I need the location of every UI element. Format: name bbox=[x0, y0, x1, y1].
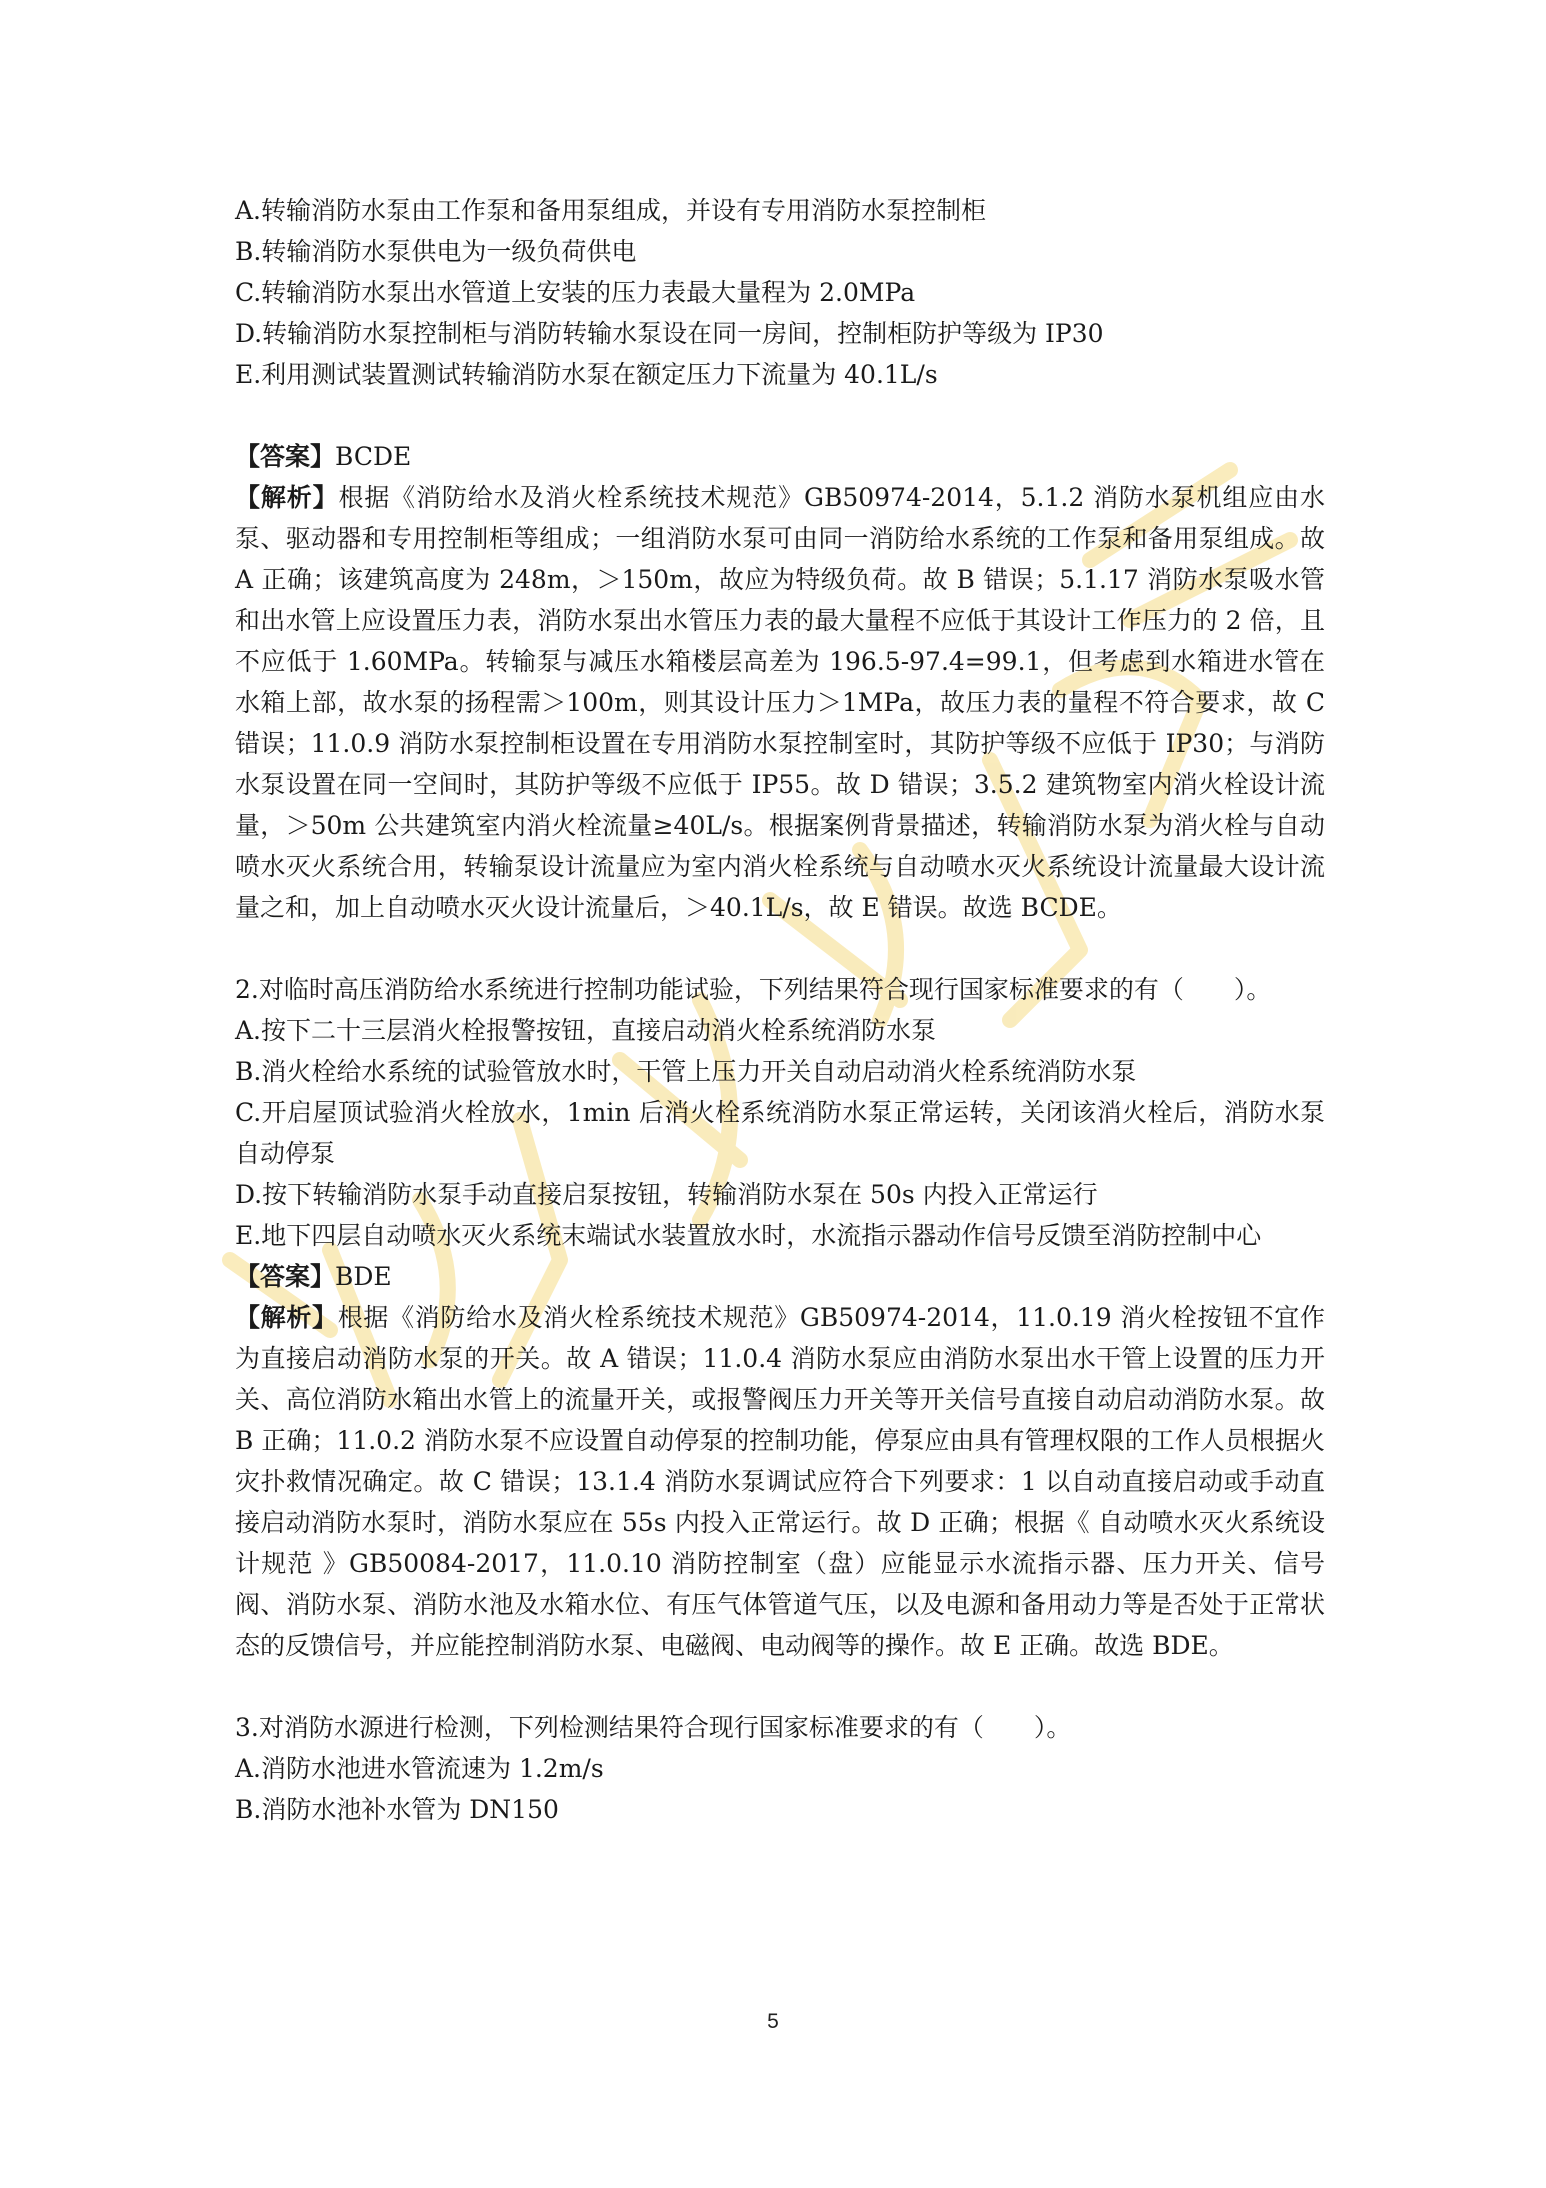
q2-question: 2.对临时高压消防给水系统进行控制功能试验，下列结果符合现行国家标准要求的有（ ）。 bbox=[235, 975, 1272, 1004]
q2-answer bbox=[235, 1256, 1325, 1297]
q2-option-d: D.按下转输消防水泵手动直接启泵按钮，转输消防水泵在 50s 内投入正常运行 bbox=[235, 1180, 1098, 1209]
q2-option-e: E.地下四层自动喷水灭火系统末端试水装置放水时，水流指示器动作信号反馈至消防控制中心 bbox=[235, 1221, 1262, 1250]
q2-option-c: C.开启屋顶试验消火栓放水，1min 后消火栓系统消防水泵正常运转，关闭该消火栓后，消防水泵自动停泵 bbox=[235, 1098, 1325, 1168]
analysis-text: 根据《消防给水及消火栓系统技术规范》GB50974-2014，11.0.19 消火栓按钮不宜作为直接启动消防水泵的开关。故 A 错误；11.0.4 消防水泵应由消防水泵出水干管上设置的压力开关、高位消防水箱出水管上的流量开关，或报警阀压力开关等开关信号直接自动启动消防水泵。故 B 正确；11.0.2 消防水泵不应设置自动停泵的控制功能，停泵应由具有管理权限的工作人员根据火灾扑救情况确定。故 C 错误；13.1.4 消防水泵调试应符合下列要求：1 以自动直接启动或手动直接启动消防水泵时，消防水泵应在 55s 内投入正常运行。故 D 正确；根据《 自动喷水灭火系统设计规范 》GB50084-2017，11.0.10 消防控制室（盘）应能显示水流指示器、压力开关、信号阀、消防水泵、消防水池及水箱水位、有压气体管道气压，以及电源和备用动力等是否处于正常状态的反馈信号，并应能控制消防水泵、电磁阀、电动阀等的操作。故 E 正确。故选 BDE。 bbox=[235, 1303, 1325, 1660]
spacer bbox=[235, 928, 1325, 969]
q3-option-b: B.消防水池补水管为 DN150 bbox=[235, 1795, 559, 1824]
q1-option-d: D.转输消防水泵控制柜与消防转输水泵设在同一房间，控制柜防护等级为 IP30 bbox=[235, 319, 1104, 348]
analysis-label: 【解析】 bbox=[235, 483, 339, 512]
q1-analysis bbox=[235, 477, 1325, 928]
q3-option-a: A.消防水池进水管流速为 1.2m/s bbox=[235, 1754, 604, 1783]
q2-option-b: B.消火栓给水系统的试验管放水时，干管上压力开关自动启动消火栓系统消防水泵 bbox=[235, 1057, 1137, 1086]
analysis-label: 【解析】 bbox=[235, 1303, 338, 1332]
q1-option-c: C.转输消防水泵出水管道上安装的压力表最大量程为 2.0MPa bbox=[235, 278, 916, 307]
spacer bbox=[235, 1666, 1325, 1707]
answer-value: BCDE bbox=[335, 442, 412, 471]
q1-option-b: B.转输消防水泵供电为一级负荷供电 bbox=[235, 237, 637, 266]
answer-label: 【答案】 bbox=[235, 442, 336, 471]
q3-question: 3.对消防水源进行检测，下列检测结果符合现行国家标准要求的有（ ）。 bbox=[235, 1713, 1072, 1742]
answer-label: 【答案】 bbox=[235, 1262, 336, 1291]
answer-value: BDE bbox=[335, 1262, 392, 1291]
q1-option-a: A.转输消防水泵由工作泵和备用泵组成，并设有专用消防水泵控制柜 bbox=[235, 196, 987, 225]
spacer bbox=[235, 395, 1325, 436]
q2-option-a: A.按下二十三层消火栓报警按钮，直接启动消火栓系统消防水泵 bbox=[235, 1016, 937, 1045]
page-number: 5 bbox=[767, 2010, 779, 2033]
q1-option-e: E.利用测试装置测试转输消防水泵在额定压力下流量为 40.1L/s bbox=[235, 360, 938, 389]
q1-answer bbox=[235, 436, 1325, 477]
analysis-text: 根据《消防给水及消火栓系统技术规范》GB50974-2014，5.1.2 消防水泵机组应由水泵、驱动器和专用控制柜等组成；一组消防水泵可由同一消防给水系统的工作泵和备用泵组成。故 A 正确；该建筑高度为 248m，＞150m，故应为特级负荷。故 B 错误；5.1.17 消防水泵吸水管和出水管上应设置压力表，消防水泵出水管压力表的最大量程不应低于其设计工作压力的 2 倍，且不应低于 1.60MPa。转输泵与减压水箱楼层高差为 196.5-97.4=99.1，但考虑到水箱进水管在水箱上部，故水泵的扬程需＞100m，则其设计压力＞1MPa，故压力表的量程不符合要求，故 C 错误；11.0.9 消防水泵控制柜设置在专用消防水泵控制室时，其防护等级不应低于 IP30；与消防水泵设置在同一空间时，其防护等级不应低于 IP55。故 D 错误；3.5.2 建筑物室内消火栓设计流量，＞50m 公共建筑室内消火栓流量≥40L/s。根据案例背景描述，转输消防水泵为消火栓与自动喷水灭火系统合用，转输泵设计流量应为室内消火栓系统与自动喷水灭火系统设计流量最大设计流量之和，加上自动喷水灭火设计流量后，＞40.1L/s，故 E 错误。故选 BCDE。 bbox=[235, 483, 1325, 922]
document-body bbox=[235, 190, 1325, 1830]
q2-analysis bbox=[235, 1297, 1325, 1666]
